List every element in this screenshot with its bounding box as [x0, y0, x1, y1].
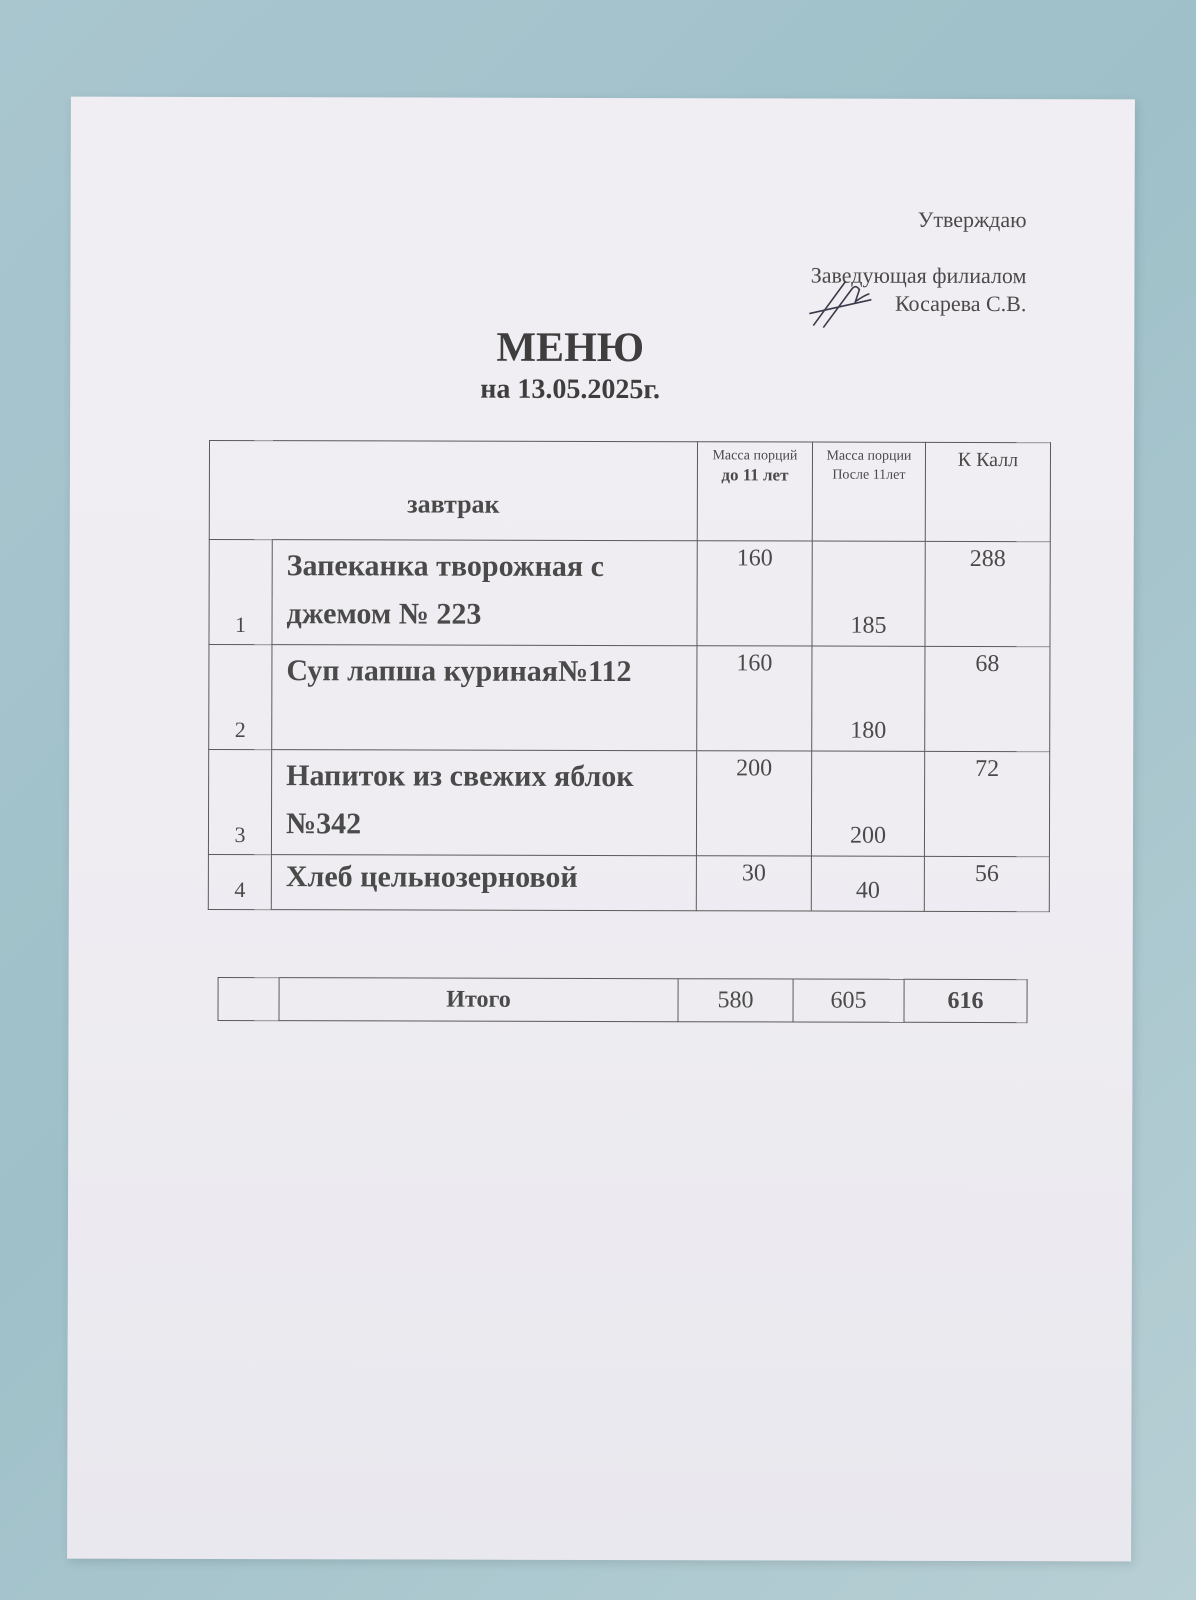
section-header: завтрак	[209, 440, 697, 540]
header-kcal: К Калл	[925, 442, 1050, 541]
menu-date: на 13.05.2025г.	[480, 373, 661, 406]
total-empty-cell	[218, 977, 279, 1020]
kcal: 72	[924, 751, 1049, 856]
mass-under11: 160	[697, 646, 812, 751]
table-row	[209, 644, 1050, 751]
mass-over11: 200	[811, 751, 924, 856]
total-row	[218, 977, 1027, 1022]
menu-sheet	[67, 97, 1135, 1562]
approver-position: Заведующая филиалом	[810, 262, 1027, 289]
total-kcal: 616	[904, 979, 1027, 1022]
kcal: 288	[925, 541, 1050, 646]
row-number: 2	[209, 644, 272, 749]
row-number: 1	[209, 539, 272, 644]
total-mass-under11: 580	[678, 979, 793, 1022]
mass-under11: 30	[696, 856, 811, 911]
table-header-row	[209, 440, 1050, 541]
header-mass-under11: Масса порций до 11 лет	[697, 442, 812, 541]
signature-mark	[805, 274, 885, 334]
row-number: 4	[208, 854, 271, 909]
mass-over11: 40	[811, 856, 924, 911]
dish-name: Хлеб цельнозерновой	[271, 855, 696, 911]
total-mass-over11: 605	[793, 979, 904, 1022]
mass-over11: 185	[812, 541, 925, 646]
table-row	[208, 854, 1049, 911]
approve-word: Утверждаю	[917, 206, 1027, 233]
mass-under11: 160	[697, 541, 812, 646]
kcal: 68	[925, 646, 1050, 751]
dish-name: Суп лапша куриная№112	[272, 645, 697, 751]
menu-heading: МЕНЮ	[496, 324, 645, 372]
row-number: 3	[208, 749, 271, 854]
header-mass-over11: Масса порции После 11лет	[812, 442, 925, 541]
table-row	[208, 749, 1049, 856]
page-title	[70, 325, 1070, 408]
table-row	[209, 539, 1050, 646]
total-label: Итого	[279, 978, 678, 1022]
dish-name: Напиток из свежих яблок №342	[271, 750, 696, 856]
dish-name: Запеканка творожная с джемом № 223	[272, 540, 697, 646]
menu-table	[208, 440, 1051, 912]
total-table	[217, 977, 1027, 1023]
mass-over11: 180	[812, 646, 925, 751]
kcal: 56	[924, 856, 1049, 911]
approver-name: Косарева С.В.	[894, 290, 1027, 317]
mass-under11: 200	[696, 751, 811, 856]
